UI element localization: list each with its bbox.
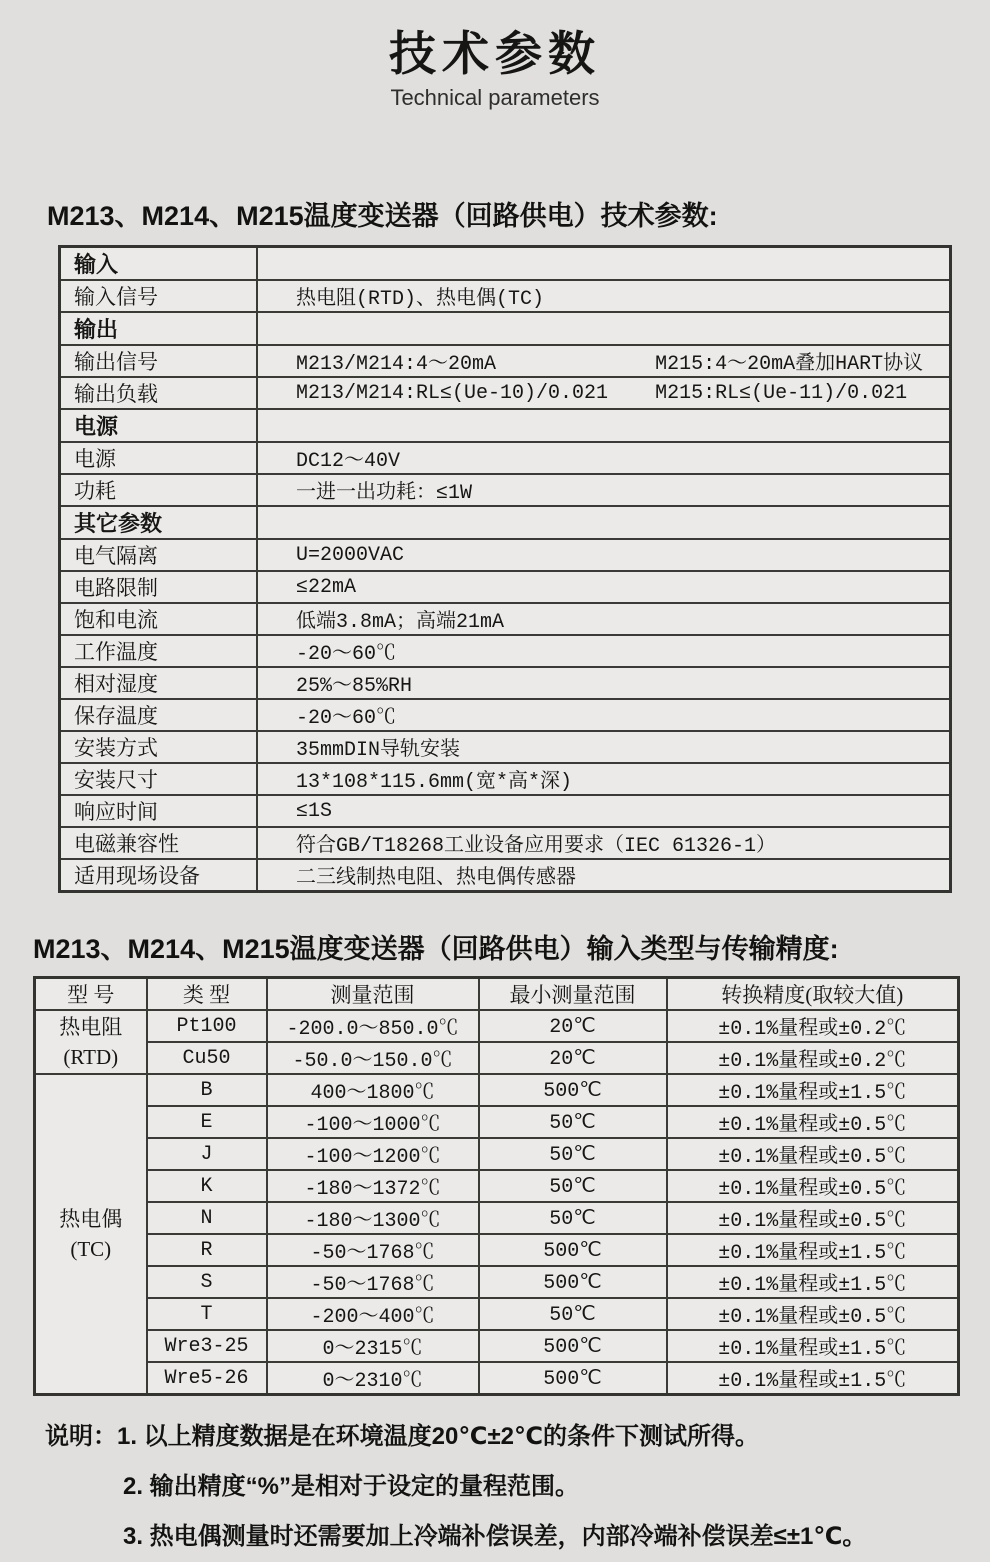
type-cell: Wre5-26 <box>147 1362 267 1395</box>
table-row <box>60 539 951 571</box>
param-value: 13*108*115.6mm(宽*高*深) <box>257 763 951 795</box>
param-value: -20～60℃ <box>257 635 951 667</box>
column-header: 类 型 <box>147 978 267 1011</box>
type-cell: Wre3-25 <box>147 1330 267 1362</box>
table-row <box>60 442 951 474</box>
column-header: 测量范围 <box>267 978 479 1011</box>
param-value-part1: M213/M214:4～20mA <box>296 353 497 376</box>
table-row <box>60 247 951 281</box>
param-value: -20～60℃ <box>257 699 951 731</box>
model-line: 热电阻 <box>59 1015 123 1039</box>
page-subtitle: Technical parameters <box>390 85 600 110</box>
note-item: 3. 热电偶测量时还需要加上冷端补偿误差，内部冷端补偿误差≤±1℃。 <box>123 1523 867 1550</box>
param-value: 一进一出功耗：≤1W <box>257 474 951 506</box>
param-label: 电源 <box>60 442 258 474</box>
table-row <box>35 1234 959 1266</box>
param-value-part1: M213/M214:RL≤(Ue-10)/0.021 <box>296 381 609 405</box>
type-cell: Cu50 <box>147 1042 267 1074</box>
param-value: U=2000VAC <box>257 539 951 571</box>
table-row <box>60 667 951 699</box>
param-label: 适用现场设备 <box>60 859 258 892</box>
range-cell: -50～1768℃ <box>267 1234 479 1266</box>
param-value-part2: M215:RL≤(Ue-11)/0.021 <box>655 381 908 405</box>
accuracy-cell: ±0.1%量程或±0.2℃ <box>667 1042 959 1074</box>
min-range-cell: 500℃ <box>479 1234 667 1266</box>
table-row <box>60 699 951 731</box>
min-range-cell: 50℃ <box>479 1202 667 1234</box>
param-label: 饱和电流 <box>60 603 258 635</box>
param-value: 二三线制热电阻、热电偶传感器 <box>257 859 951 892</box>
notes-prefix: 说明： <box>45 1423 117 1450</box>
input-types-heading: M213、M214、M215温度变送器（回路供电）输入类型与传输精度: <box>33 934 839 964</box>
param-section-label: 输出 <box>60 312 258 345</box>
param-value: ≤22mA <box>257 571 951 603</box>
min-range-cell: 500℃ <box>479 1330 667 1362</box>
note-item: 2. 输出精度“%”是相对于设定的量程范围。 <box>123 1473 580 1500</box>
table-row <box>60 345 951 377</box>
min-range-cell: 500℃ <box>479 1362 667 1395</box>
param-value-part2: M215:4～20mA叠加HART协议 <box>655 353 924 376</box>
min-range-cell: 50℃ <box>479 1138 667 1170</box>
table-row <box>35 1042 959 1074</box>
note-item: 1. 以上精度数据是在环境温度20℃±2℃的条件下测试所得。 <box>117 1423 760 1450</box>
param-value: 热电阻(RTD)、热电偶(TC) <box>257 280 951 312</box>
param-label: 功耗 <box>60 474 258 506</box>
header-row <box>35 978 959 1011</box>
param-label: 输出信号 <box>60 345 258 377</box>
param-label: 相对湿度 <box>60 667 258 699</box>
param-label: 响应时间 <box>60 795 258 827</box>
min-range-cell: 500℃ <box>479 1074 667 1106</box>
range-cell: -180～1300℃ <box>267 1202 479 1234</box>
table-row <box>35 1170 959 1202</box>
range-cell: -50.0～150.0℃ <box>267 1042 479 1074</box>
param-label: 安装方式 <box>60 731 258 763</box>
accuracy-cell: ±0.1%量程或±1.5℃ <box>667 1074 959 1106</box>
range-cell: -100～1000℃ <box>267 1106 479 1138</box>
notes-block <box>45 1412 990 1562</box>
table-row <box>35 1330 959 1362</box>
table-row <box>35 1298 959 1330</box>
min-range-cell: 500℃ <box>479 1266 667 1298</box>
tech-params-heading: M213、M214、M215温度变送器（回路供电）技术参数: <box>47 201 718 231</box>
min-range-cell: 50℃ <box>479 1298 667 1330</box>
param-label: 电磁兼容性 <box>60 827 258 859</box>
table-row <box>60 859 951 892</box>
table-row <box>35 1074 959 1106</box>
range-cell: 400～1800℃ <box>267 1074 479 1106</box>
column-header: 转换精度(取较大值) <box>667 978 959 1011</box>
table-row <box>35 1010 959 1042</box>
accuracy-cell: ±0.1%量程或±0.5℃ <box>667 1106 959 1138</box>
param-value: 35mmDIN导轨安装 <box>257 731 951 763</box>
param-value: 符合GB/T18268工业设备应用要求（IEC 61326-1） <box>257 827 951 859</box>
min-range-cell: 20℃ <box>479 1042 667 1074</box>
param-label: 输出负载 <box>60 377 258 409</box>
param-value <box>257 312 951 345</box>
accuracy-cell: ±0.1%量程或±1.5℃ <box>667 1330 959 1362</box>
accuracy-cell: ±0.1%量程或±0.5℃ <box>667 1298 959 1330</box>
table-row <box>60 409 951 442</box>
model-group-cell <box>35 1074 147 1395</box>
param-section-label: 其它参数 <box>60 506 258 539</box>
param-label: 电气隔离 <box>60 539 258 571</box>
table-row <box>60 603 951 635</box>
input-types-accuracy-table <box>33 976 960 1396</box>
range-cell: 0～2310℃ <box>267 1362 479 1395</box>
model-group-cell <box>35 1010 147 1074</box>
range-cell: -200～400℃ <box>267 1298 479 1330</box>
type-cell: R <box>147 1234 267 1266</box>
param-value: 25%～85%RH <box>257 667 951 699</box>
accuracy-cell: ±0.1%量程或±0.5℃ <box>667 1202 959 1234</box>
type-cell: T <box>147 1298 267 1330</box>
type-cell: B <box>147 1074 267 1106</box>
param-section-label: 电源 <box>60 409 258 442</box>
range-cell: -50～1768℃ <box>267 1266 479 1298</box>
table-row <box>60 731 951 763</box>
column-header: 最小测量范围 <box>479 978 667 1011</box>
tech-params-table <box>58 245 952 893</box>
param-label: 输入信号 <box>60 280 258 312</box>
table-row <box>60 312 951 345</box>
type-cell: N <box>147 1202 267 1234</box>
type-cell: K <box>147 1170 267 1202</box>
param-value <box>257 409 951 442</box>
param-value <box>257 345 951 377</box>
accuracy-cell: ±0.1%量程或±0.2℃ <box>667 1010 959 1042</box>
note-line-3 <box>45 1512 990 1562</box>
table-row <box>35 1266 959 1298</box>
table-row <box>60 377 951 409</box>
param-value <box>257 506 951 539</box>
table-row <box>60 635 951 667</box>
param-value <box>257 247 951 281</box>
range-cell: -200.0～850.0℃ <box>267 1010 479 1042</box>
param-label: 安装尺寸 <box>60 763 258 795</box>
table-row <box>60 827 951 859</box>
note-line-1 <box>45 1412 990 1462</box>
range-cell: -180～1372℃ <box>267 1170 479 1202</box>
table-row <box>60 506 951 539</box>
table-row <box>35 1362 959 1395</box>
table-row <box>60 280 951 312</box>
type-cell: J <box>147 1138 267 1170</box>
title-block <box>0 0 990 112</box>
table-row <box>35 1202 959 1234</box>
table-row <box>35 1138 959 1170</box>
table-row <box>60 795 951 827</box>
model-line: (TC) <box>70 1237 112 1261</box>
range-cell: 0～2315℃ <box>267 1330 479 1362</box>
param-label: 工作温度 <box>60 635 258 667</box>
page-title: 技术参数 <box>389 27 601 80</box>
table-row <box>35 1106 959 1138</box>
table-row <box>60 474 951 506</box>
param-value: ≤1S <box>257 795 951 827</box>
param-value: 低端3.8mA；高端21mA <box>257 603 951 635</box>
param-label: 保存温度 <box>60 699 258 731</box>
accuracy-cell: ±0.1%量程或±1.5℃ <box>667 1266 959 1298</box>
param-section-label: 输入 <box>60 247 258 281</box>
type-cell: S <box>147 1266 267 1298</box>
param-label: 电路限制 <box>60 571 258 603</box>
param-value: DC12～40V <box>257 442 951 474</box>
accuracy-cell: ±0.1%量程或±0.5℃ <box>667 1138 959 1170</box>
column-header: 型 号 <box>35 978 147 1011</box>
range-cell: -100～1200℃ <box>267 1138 479 1170</box>
table-row <box>60 763 951 795</box>
table-row <box>60 571 951 603</box>
accuracy-cell: ±0.1%量程或±1.5℃ <box>667 1234 959 1266</box>
model-line: 热电偶 <box>59 1207 123 1231</box>
param-value <box>257 377 951 409</box>
min-range-cell: 20℃ <box>479 1010 667 1042</box>
min-range-cell: 50℃ <box>479 1106 667 1138</box>
model-line: (RTD) <box>63 1045 119 1069</box>
accuracy-cell: ±0.1%量程或±0.5℃ <box>667 1170 959 1202</box>
type-cell: E <box>147 1106 267 1138</box>
type-cell: Pt100 <box>147 1010 267 1042</box>
note-line-2 <box>45 1462 990 1512</box>
accuracy-cell: ±0.1%量程或±1.5℃ <box>667 1362 959 1395</box>
min-range-cell: 50℃ <box>479 1170 667 1202</box>
